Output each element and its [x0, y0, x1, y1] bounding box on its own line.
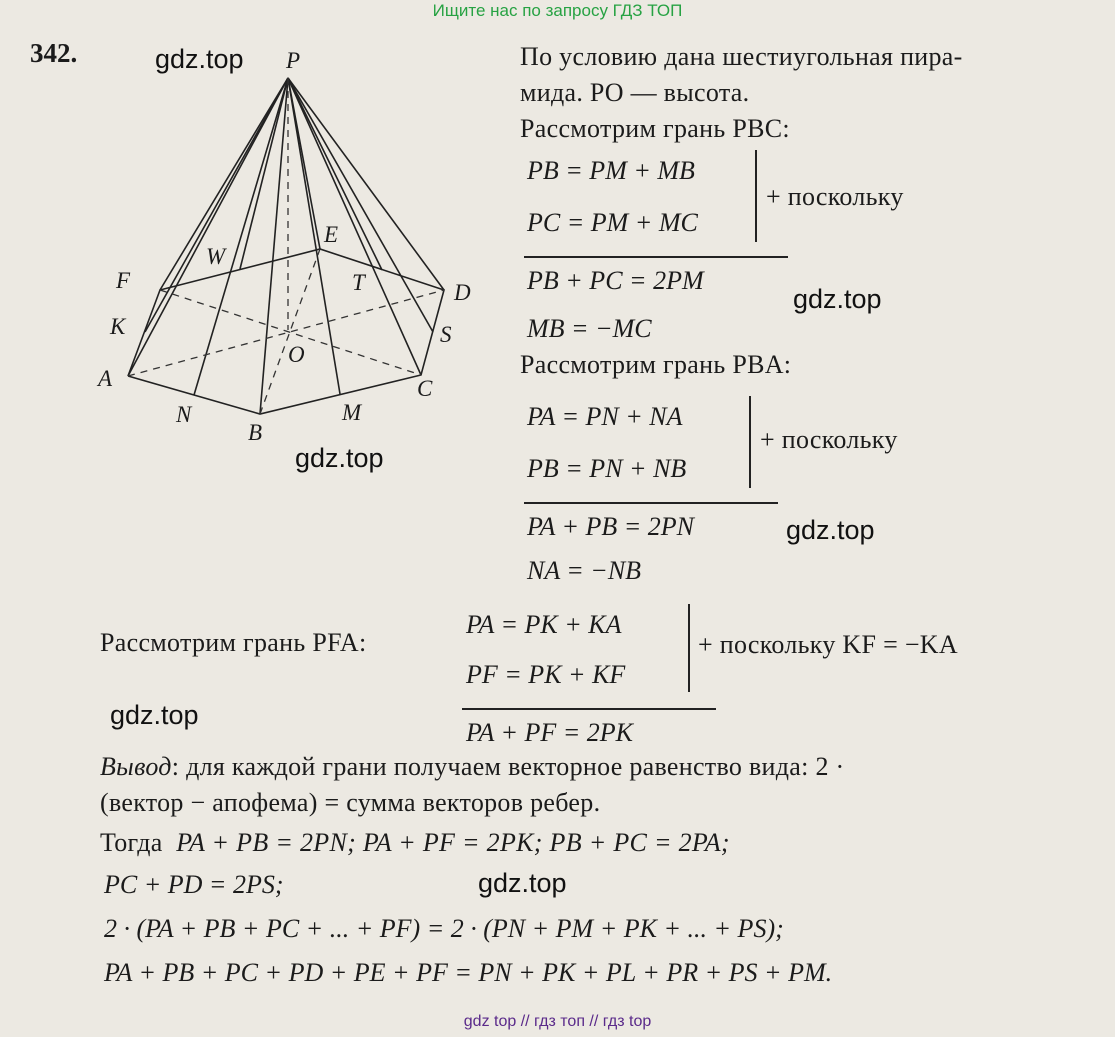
pfa-sum: PA + PF = 2PK: [466, 718, 634, 747]
label-m: M: [342, 400, 362, 425]
face-pbc-heading: Рассмотрим грань PBC:: [520, 114, 790, 143]
equation-final: PA + PB + PC + PD + PE + PF = PN + PK + PL + PR + PS + PM.: [104, 958, 833, 987]
then-line: [100, 828, 730, 858]
label-e: E: [324, 222, 339, 247]
conclusion-line-1: [100, 752, 845, 782]
label-b: B: [248, 420, 263, 445]
face-pfa-heading: Рассмотрим грань PFA:: [100, 628, 367, 657]
pfa-sum-line: [462, 708, 716, 710]
pbc-sum: PB + PC = 2PM: [527, 266, 704, 295]
label-w: W: [206, 244, 226, 269]
watermark: gdz.top: [478, 868, 567, 898]
label-t: T: [352, 270, 365, 295]
then-equations: PA + PB = 2PN; PA + PF = 2PK; PB + PC = 2PA;: [176, 828, 730, 857]
watermark: gdz.top: [110, 700, 199, 730]
label-n: N: [176, 402, 192, 427]
intro-line-2: мида. PO — высота.: [520, 78, 750, 107]
pyramid-solid-edges: [128, 78, 444, 414]
label-f: F: [116, 268, 131, 293]
pyramid-figure: [90, 52, 490, 452]
pba-bracket: [749, 396, 751, 488]
conclusion-text-1: : для каждой грани получаем векторное равенство вида: 2 ·: [171, 752, 845, 781]
then-word: Тогда: [100, 828, 163, 857]
pyramid-hidden-edges: [128, 78, 444, 414]
pba-because: + поскольку: [760, 425, 898, 454]
face-pba-heading: Рассмотрим грань PBA:: [520, 350, 792, 379]
watermark: gdz.top: [786, 515, 875, 545]
pfa-because: + поскольку KF = −KA: [698, 630, 958, 659]
pbc-bracket: [755, 150, 757, 242]
pbc-because: + поскольку: [766, 182, 904, 211]
footer-links[interactable]: gdz top // гдз топ // гдз top: [463, 1013, 652, 1030]
conclusion-label: Вывод: [100, 752, 172, 781]
label-s: S: [440, 322, 452, 347]
pfa-equation-1: PA = PK + KA: [466, 610, 622, 639]
pbc-equation-1: PB = PM + MB: [527, 156, 695, 185]
pba-condition: NA = −NB: [527, 556, 642, 585]
label-d: D: [454, 280, 471, 305]
pfa-equation-2: PF = PK + KF: [466, 660, 626, 689]
watermark: gdz.top: [295, 443, 384, 473]
equation-pc-pd: PC + PD = 2PS;: [104, 870, 284, 899]
label-k: K: [110, 314, 126, 339]
pbc-equation-2: PC = PM + MC: [527, 208, 698, 237]
pfa-bracket: [688, 604, 690, 692]
label-c: C: [417, 376, 433, 401]
intro-line-1: По условию дана шестиугольная пира-: [520, 42, 963, 71]
problem-number: 342.: [30, 38, 78, 68]
equation-doubled-sum: 2 · (PA + PB + PC + ... + PF) = 2 · (PN + PM + PK + ... + PS);: [104, 914, 784, 943]
watermark: gdz.top: [793, 284, 882, 314]
pba-sum-line: [524, 502, 778, 504]
conclusion-line-2: (вектор − апофема) = сумма векторов ребер.: [100, 788, 601, 817]
label-a: A: [98, 366, 113, 391]
label-p: P: [286, 52, 301, 73]
pba-sum: PA + PB = 2PN: [527, 512, 695, 541]
label-o: O: [288, 342, 305, 367]
pba-equation-1: PA = PN + NA: [527, 402, 683, 431]
pbc-condition: MB = −MC: [527, 314, 652, 343]
search-hint-link[interactable]: Ищите нас по запросу ГДЗ ТОП: [432, 1, 683, 20]
pba-equation-2: PB = PN + NB: [527, 454, 687, 483]
pbc-sum-line: [524, 256, 788, 258]
watermark: gdz.top: [155, 44, 244, 74]
